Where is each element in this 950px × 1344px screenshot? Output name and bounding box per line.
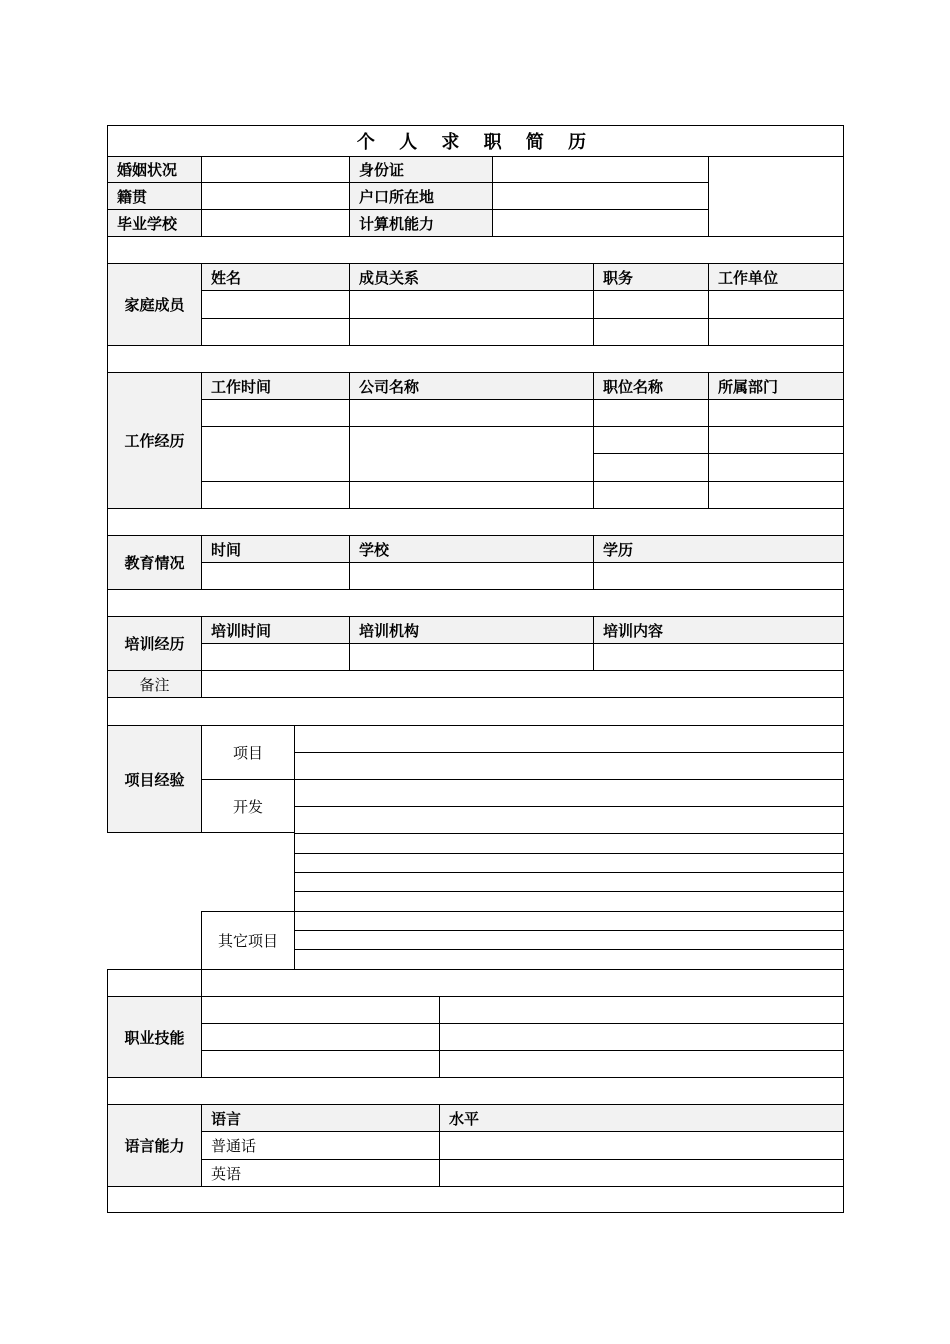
skill-cell[interactable] bbox=[201, 1050, 439, 1077]
project-field[interactable] bbox=[294, 725, 844, 752]
work-cell[interactable] bbox=[201, 399, 349, 426]
work-cell[interactable] bbox=[593, 453, 708, 481]
training-header-content: 培训内容 bbox=[593, 616, 844, 643]
id-card-label: 身份证 bbox=[349, 156, 492, 182]
project-label: 项目 bbox=[201, 725, 294, 779]
spacer-row bbox=[107, 1077, 844, 1104]
table-right-border bbox=[843, 125, 844, 1213]
language-mandarin-level[interactable] bbox=[439, 1131, 844, 1159]
projects-section-label: 项目经验 bbox=[107, 725, 201, 833]
projects-bottom-border bbox=[107, 832, 294, 833]
family-cell[interactable] bbox=[201, 290, 349, 318]
work-cell[interactable] bbox=[201, 481, 349, 508]
work-cell[interactable] bbox=[593, 426, 708, 453]
other-project-line[interactable] bbox=[294, 891, 844, 911]
education-cell[interactable] bbox=[593, 562, 844, 589]
training-header-time: 培训时间 bbox=[201, 616, 349, 643]
other-project-line[interactable] bbox=[294, 853, 844, 872]
work-cell[interactable] bbox=[201, 426, 349, 481]
school-label: 毕业学校 bbox=[107, 209, 201, 236]
language-english-level[interactable] bbox=[439, 1159, 844, 1186]
work-section-label: 工作经历 bbox=[107, 372, 201, 508]
id-card-field[interactable] bbox=[492, 156, 708, 182]
training-header-institution: 培训机构 bbox=[349, 616, 593, 643]
hukou-label: 户口所在地 bbox=[349, 182, 492, 209]
family-header-employer: 工作单位 bbox=[708, 263, 844, 290]
work-cell[interactable] bbox=[593, 399, 708, 426]
language-header-level: 水平 bbox=[439, 1104, 844, 1131]
language-section-label: 语言能力 bbox=[107, 1104, 201, 1186]
training-cell[interactable] bbox=[201, 643, 349, 670]
training-cell[interactable] bbox=[349, 643, 593, 670]
work-header-company: 公司名称 bbox=[349, 372, 593, 399]
hukou-field[interactable] bbox=[492, 182, 708, 209]
skill-cell[interactable] bbox=[201, 996, 439, 1023]
family-cell[interactable] bbox=[593, 290, 708, 318]
remarks-field[interactable] bbox=[201, 670, 844, 697]
other-project-line[interactable] bbox=[294, 949, 844, 969]
native-place-label: 籍贯 bbox=[107, 182, 201, 209]
family-cell[interactable] bbox=[349, 318, 593, 345]
work-cell[interactable] bbox=[708, 399, 844, 426]
school-field[interactable] bbox=[201, 209, 349, 236]
language-header-language: 语言 bbox=[201, 1104, 439, 1131]
work-header-department: 所属部门 bbox=[708, 372, 844, 399]
training-cell[interactable] bbox=[593, 643, 844, 670]
family-cell[interactable] bbox=[708, 290, 844, 318]
training-section-label: 培训经历 bbox=[107, 616, 201, 670]
spacer-cell bbox=[201, 969, 844, 996]
photo-box[interactable] bbox=[708, 156, 844, 236]
family-cell[interactable] bbox=[349, 290, 593, 318]
family-header-name: 姓名 bbox=[201, 263, 349, 290]
remarks-label: 备注 bbox=[107, 670, 201, 697]
native-place-field[interactable] bbox=[201, 182, 349, 209]
project-field[interactable] bbox=[294, 752, 844, 779]
family-cell[interactable] bbox=[593, 318, 708, 345]
computer-skill-field[interactable] bbox=[492, 209, 708, 236]
education-header-degree: 学历 bbox=[593, 535, 844, 562]
family-section-label: 家庭成员 bbox=[107, 263, 201, 345]
development-field[interactable] bbox=[294, 806, 844, 833]
marital-status-field[interactable] bbox=[201, 156, 349, 182]
form-title: 个 人 求 职 简 历 bbox=[107, 125, 844, 156]
work-cell[interactable] bbox=[349, 399, 593, 426]
work-cell[interactable] bbox=[708, 426, 844, 453]
other-project-line[interactable] bbox=[294, 833, 844, 853]
family-cell[interactable] bbox=[201, 318, 349, 345]
development-label: 开发 bbox=[201, 779, 294, 833]
education-header-time: 时间 bbox=[201, 535, 349, 562]
family-header-position: 职务 bbox=[593, 263, 708, 290]
other-project-line[interactable] bbox=[294, 911, 844, 930]
spacer-row bbox=[107, 697, 844, 725]
work-cell[interactable] bbox=[349, 426, 593, 481]
education-cell[interactable] bbox=[201, 562, 349, 589]
education-section-label: 教育情况 bbox=[107, 535, 201, 589]
work-header-title: 职位名称 bbox=[593, 372, 708, 399]
education-header-school: 学校 bbox=[349, 535, 593, 562]
work-cell[interactable] bbox=[708, 453, 844, 481]
other-project-line[interactable] bbox=[294, 872, 844, 891]
spacer-row bbox=[107, 1186, 844, 1213]
family-header-relation: 成员关系 bbox=[349, 263, 593, 290]
education-cell[interactable] bbox=[349, 562, 593, 589]
other-project-line[interactable] bbox=[294, 930, 844, 949]
work-header-time: 工作时间 bbox=[201, 372, 349, 399]
language-english-label: 英语 bbox=[201, 1159, 439, 1186]
spacer-cell bbox=[107, 969, 201, 996]
language-mandarin-label: 普通话 bbox=[201, 1131, 439, 1159]
other-projects-label: 其它项目 bbox=[201, 911, 294, 969]
skill-cell[interactable] bbox=[439, 996, 844, 1023]
development-field[interactable] bbox=[294, 779, 844, 806]
table-bottom-border bbox=[107, 1212, 844, 1213]
spacer-row bbox=[107, 589, 844, 616]
skills-section-label: 职业技能 bbox=[107, 996, 201, 1077]
work-cell[interactable] bbox=[349, 481, 593, 508]
skill-cell[interactable] bbox=[439, 1023, 844, 1050]
spacer-row bbox=[107, 508, 844, 535]
spacer-row bbox=[107, 345, 844, 372]
skill-cell[interactable] bbox=[439, 1050, 844, 1077]
work-cell[interactable] bbox=[593, 481, 708, 508]
marital-status-label: 婚姻状况 bbox=[107, 156, 201, 182]
work-cell[interactable] bbox=[708, 481, 844, 508]
family-cell[interactable] bbox=[708, 318, 844, 345]
computer-skill-label: 计算机能力 bbox=[349, 209, 492, 236]
spacer-row bbox=[107, 236, 844, 263]
skill-cell[interactable] bbox=[201, 1023, 439, 1050]
